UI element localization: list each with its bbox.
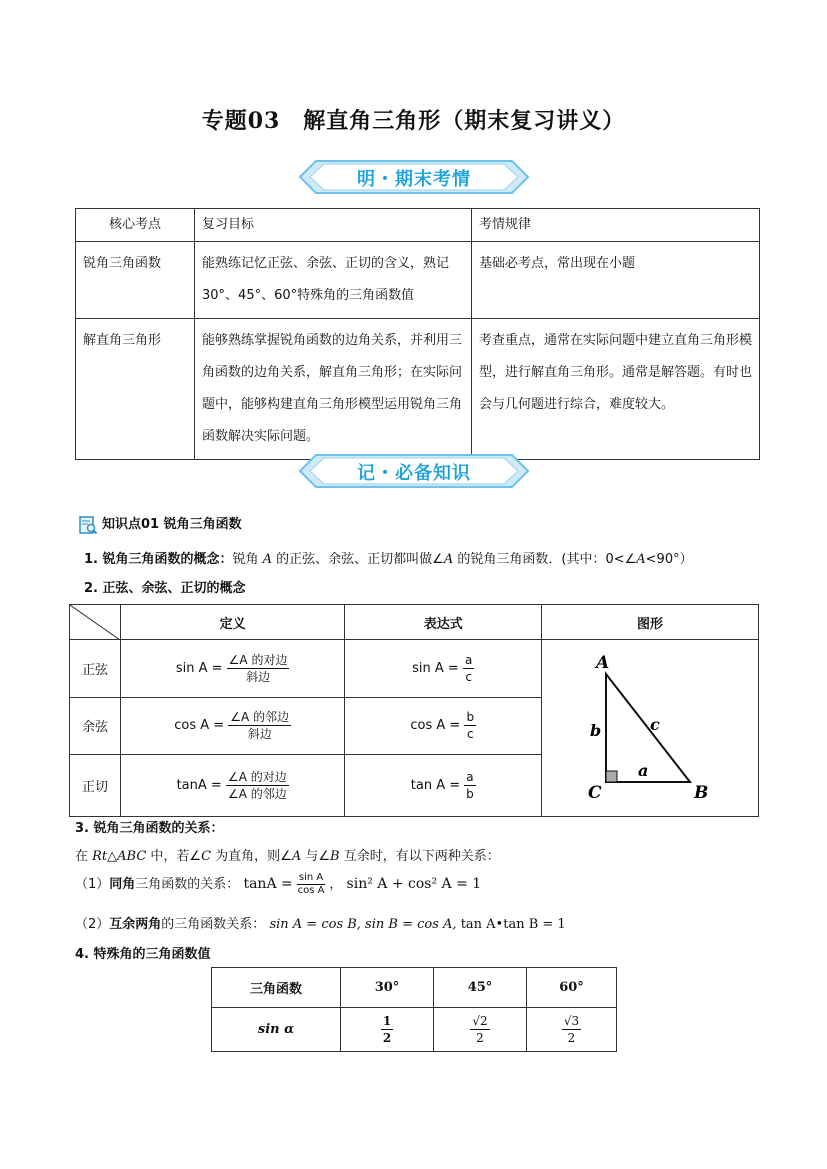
banner-label: 明・期末考情 <box>357 169 471 190</box>
section-banner-exam <box>296 155 532 199</box>
table-header: 复习目标 <box>195 209 472 242</box>
row-label: 余弦 <box>70 697 121 755</box>
table-cell: 基础必考点，常出现在小题 <box>472 242 760 319</box>
table-header: 考情规律 <box>472 209 760 242</box>
expression-formula: cos A = $\frac{b}{c}$ <box>345 697 542 755</box>
side-label-b: b <box>590 721 602 740</box>
table-row <box>76 242 760 319</box>
relation-same-angle: （1）同角三角函数的关系： tanA = $\frac{\text{sin A}}{\text{cos A}}$ ， sin² A + cos² A = 1 <box>75 872 482 896</box>
table-cell: 考查重点，通常在实际问题中建立直角三角形模型，进行解直角三角形。通常是解答题。有时也会与几何题进行综合，难度较大。 <box>472 319 760 460</box>
vertex-label-c: C <box>588 783 602 803</box>
relation-complementary: （2）互余两角的三角函数关系： sin A = cos B, sin B = cos A, tan A•tan B = 1 <box>75 917 566 932</box>
vertex-label-b: B <box>694 783 709 803</box>
special-angle-table <box>211 967 617 1052</box>
exam-overview-table <box>75 208 760 460</box>
item-1: 1. 锐角三角函数的概念：锐角 A 的正弦、余弦、正切都叫做∠A 的锐角三角函数．(其中：0<∠A<90°） <box>84 552 693 567</box>
knowledge-point-heading <box>78 513 242 535</box>
definition-formula: tanA = $\frac{\text{∠A 的对边}}{\text{∠A 的邻边}}$ <box>120 755 345 817</box>
table-row <box>70 640 759 698</box>
triangle-figure-cell <box>542 640 759 817</box>
value-45: $\frac{√2}{2}$ <box>434 1008 527 1052</box>
table-header: 定义 <box>120 605 345 640</box>
page-title: 专题03 解直角三角形（期末复习讲义） <box>201 108 626 134</box>
table-header: 表达式 <box>345 605 542 640</box>
search-document-icon <box>78 515 98 535</box>
section-banner-knowledge <box>296 449 532 493</box>
side-label-c: c <box>650 715 660 734</box>
row-label: 正弦 <box>70 640 121 698</box>
table-header: 三角函数 <box>212 968 341 1008</box>
item-2: 2. 正弦、余弦、正切的概念 <box>84 581 246 596</box>
row-label: 正切 <box>70 755 121 817</box>
function-name: sin α <box>212 1008 341 1052</box>
diagonal-header-cell <box>70 605 121 640</box>
table-header: 核心考点 <box>76 209 195 242</box>
table-row <box>212 1008 617 1052</box>
expression-formula: sin A = $\frac{a}{c}$ <box>345 640 542 698</box>
item-3: 3. 锐角三角函数的关系： <box>75 821 224 836</box>
table-cell: 锐角三角函数 <box>76 242 195 319</box>
table-header: 45° <box>434 968 527 1008</box>
definition-formula: cos A = $\frac{\text{∠A 的邻边}}{\text{斜边}}$ <box>120 697 345 755</box>
value-60: $\frac{√3}{2}$ <box>527 1008 617 1052</box>
vertex-label-a: A <box>596 653 610 673</box>
table-header: 图形 <box>542 605 759 640</box>
expression-formula: tan A = $\frac{a}{b}$ <box>345 755 542 817</box>
value-30: $\frac{1}{2}$ <box>341 1008 434 1052</box>
side-label-a: a <box>638 761 649 780</box>
definition-formula: sin A = $\frac{\text{∠A 的对边}}{\text{斜边}}$ <box>120 640 345 698</box>
table-header: 60° <box>527 968 617 1008</box>
table-row <box>76 319 760 460</box>
table-cell: 能熟练记忆正弦、余弦、正切的含义，熟记30°、45°、60°特殊角的三角函数值 <box>195 242 472 319</box>
right-triangle-figure <box>542 640 758 812</box>
item-4: 4. 特殊角的三角函数值 <box>75 947 211 962</box>
definition-table <box>69 604 759 817</box>
table-header: 30° <box>341 968 434 1008</box>
table-cell: 能够熟练掌握锐角函数的边角关系，并利用三角函数的边角关系，解直角三角形；在实际问题中，能够构建直角三角形模型运用锐角三角函数解决实际问题。 <box>195 319 472 460</box>
table-cell: 解直角三角形 <box>76 319 195 460</box>
banner-label: 记・必备知识 <box>357 463 471 484</box>
item-3-text: 在 Rt△ABC 中，若∠C 为直角，则∠A 与∠B 互余时，有以下两种关系： <box>75 849 500 864</box>
knowledge-point-label: 知识点01 锐角三角函数 <box>102 517 242 532</box>
